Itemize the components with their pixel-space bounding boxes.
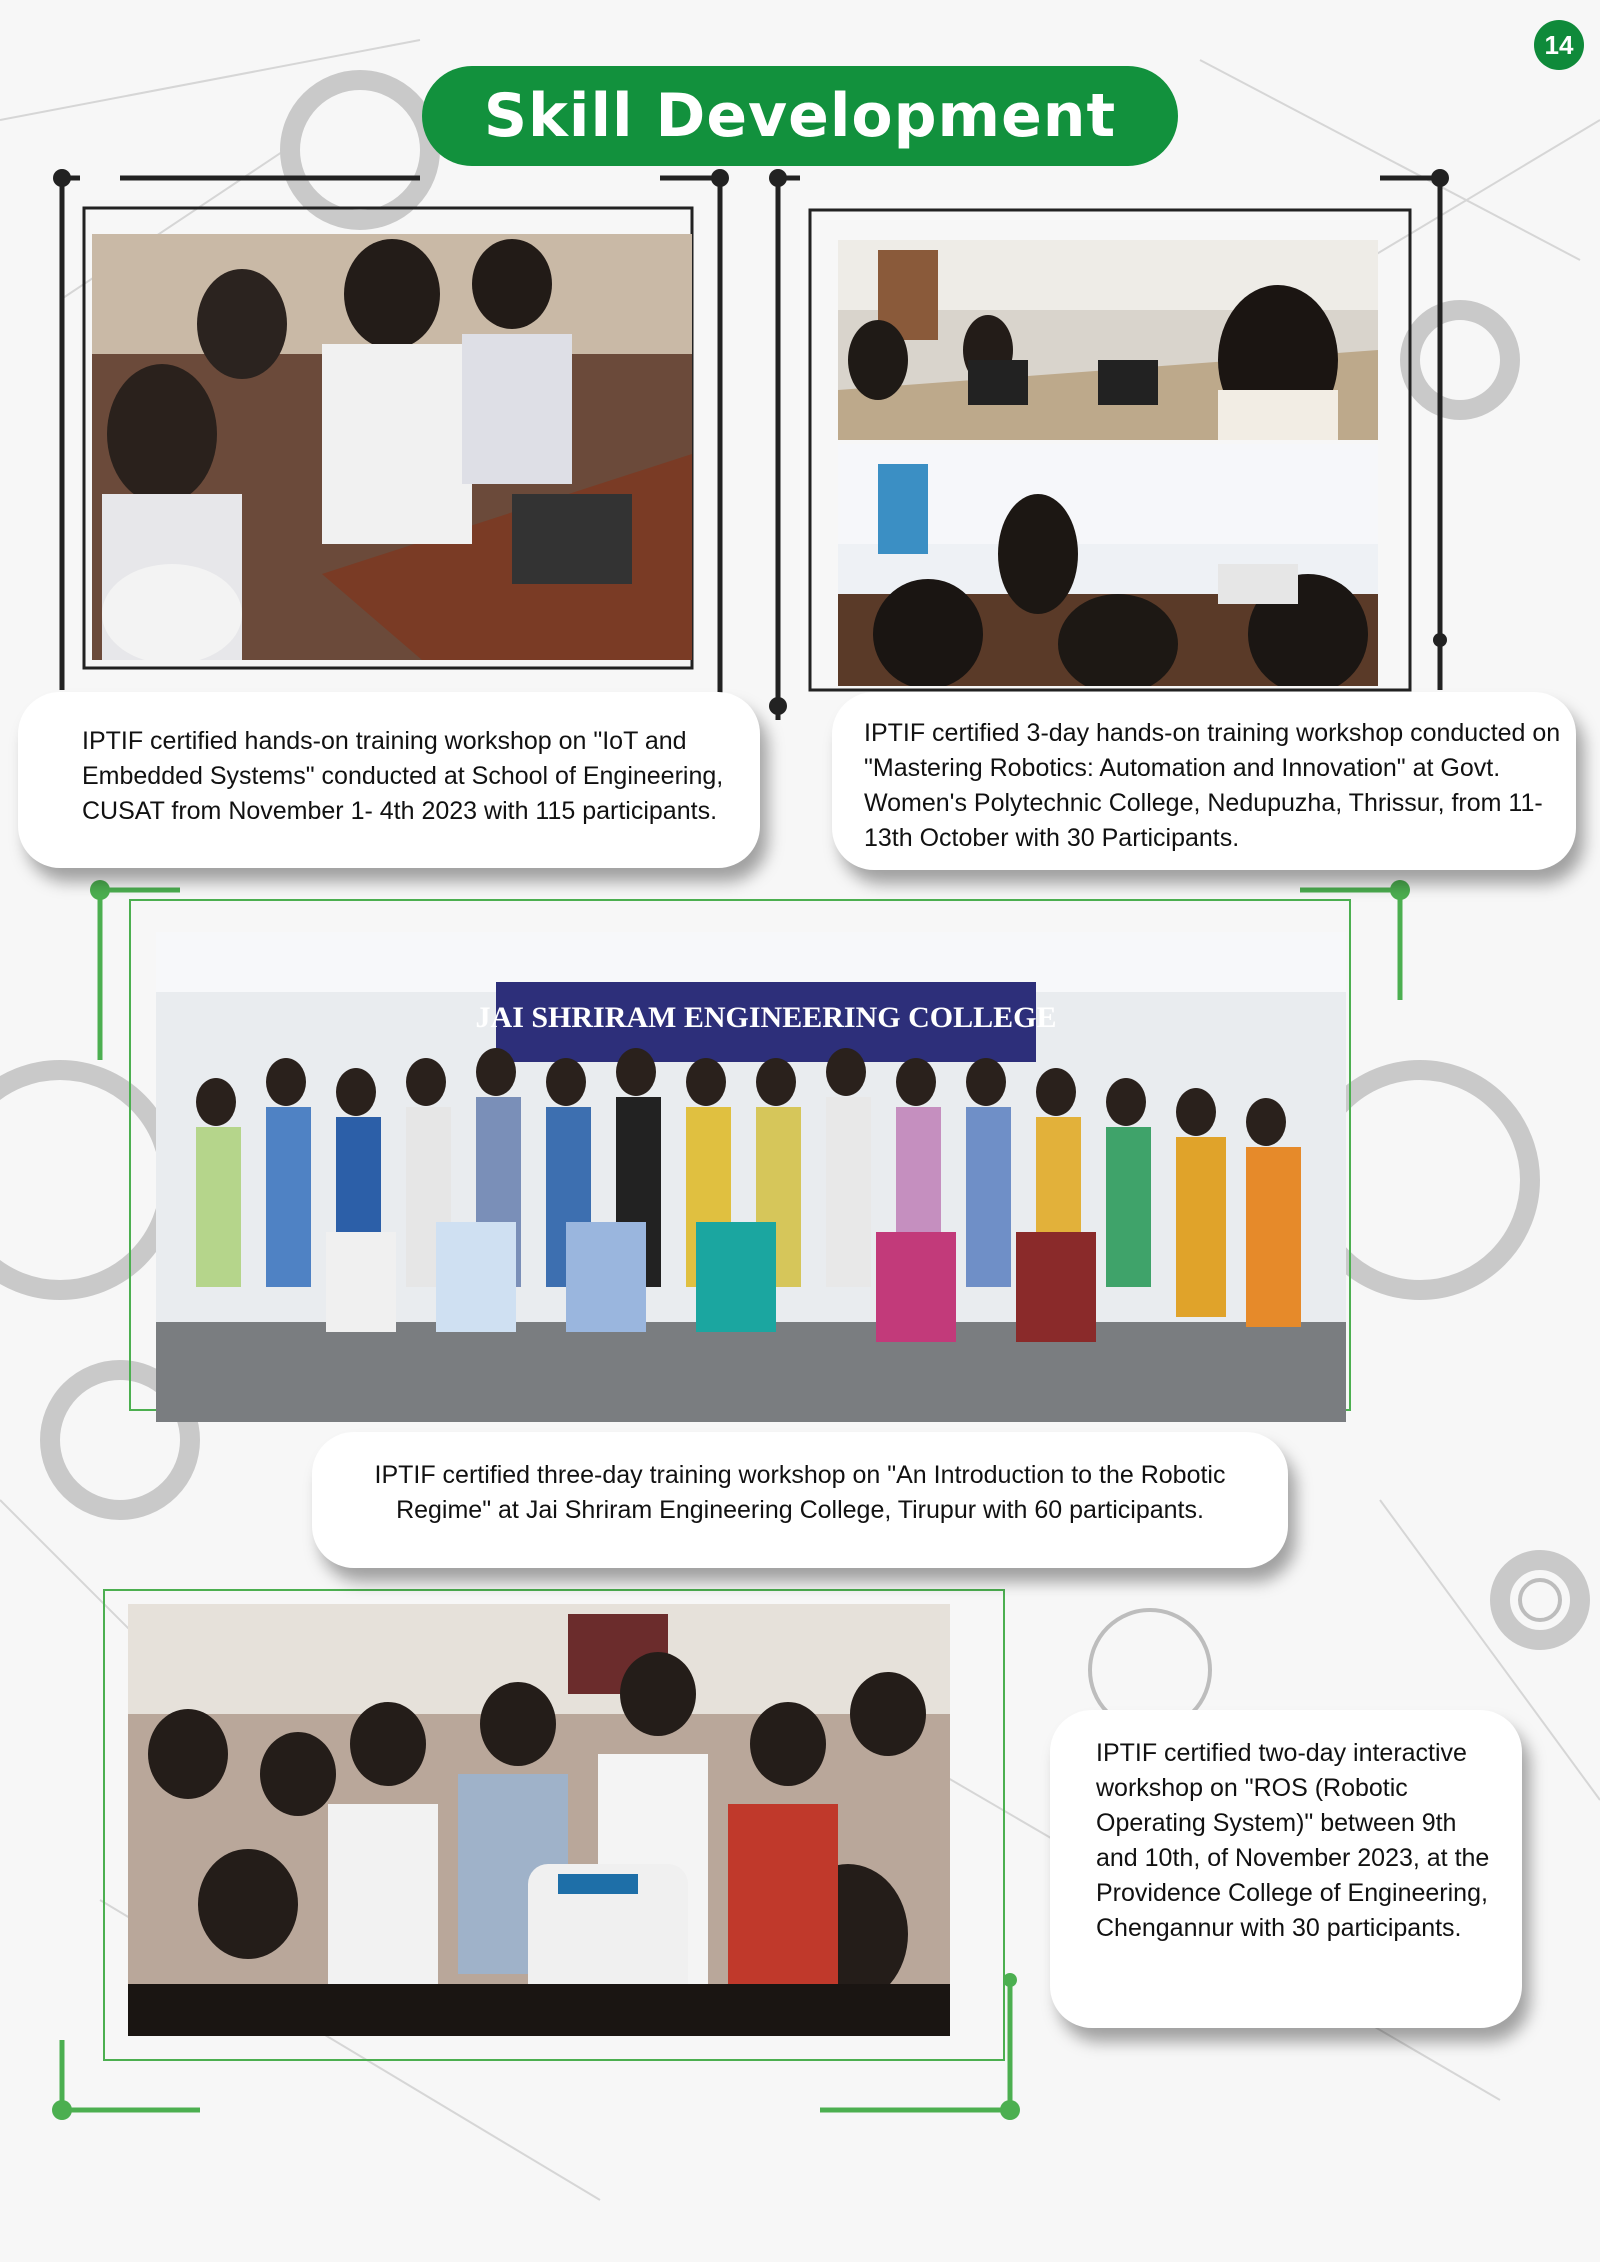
caption-iot-workshop: IPTIF certified hands-on training workshop on "IoT and Embedded Systems" conducted at School of Engineering, CUSAT from November 1- 4th 2023 with 115 participants.	[18, 692, 760, 868]
page-number: 14	[1534, 20, 1584, 70]
caption-robotics-workshop: IPTIF certified 3-day hands-on training workshop conducted on "Mastering Robotics: Automation and Innovation" at Govt. Women's Polytechnic College, Nedupuzha, Thrissur, from 11-13th October with 30 Participants.	[832, 692, 1576, 870]
caption-robotic-regime-workshop: IPTIF certified three-day training workshop on "An Introduction to the Robotic Regime" at Jai Shriram Engineering College, Tirupur with 60 participants.	[312, 1432, 1288, 1568]
group-photo-jai-shriram	[156, 932, 1346, 1422]
college-banner: JAI SHRIRAM ENGINEERING COLLEGE	[475, 1001, 1057, 1034]
workshop-photo-robotics-top	[838, 240, 1378, 440]
page-title: Skill Development	[422, 66, 1178, 166]
workshop-photo-ros	[128, 1604, 950, 2036]
workshop-photo-iot	[92, 234, 692, 660]
workshop-photo-robotics-bottom	[838, 444, 1378, 686]
caption-ros-workshop: IPTIF certified two-day interactive workshop on "ROS (Robotic Operating System)" between 9th and 10th, of November 2023, at the Providence College of Engineering, Chengannur with 30 participants.	[1050, 1710, 1522, 2028]
